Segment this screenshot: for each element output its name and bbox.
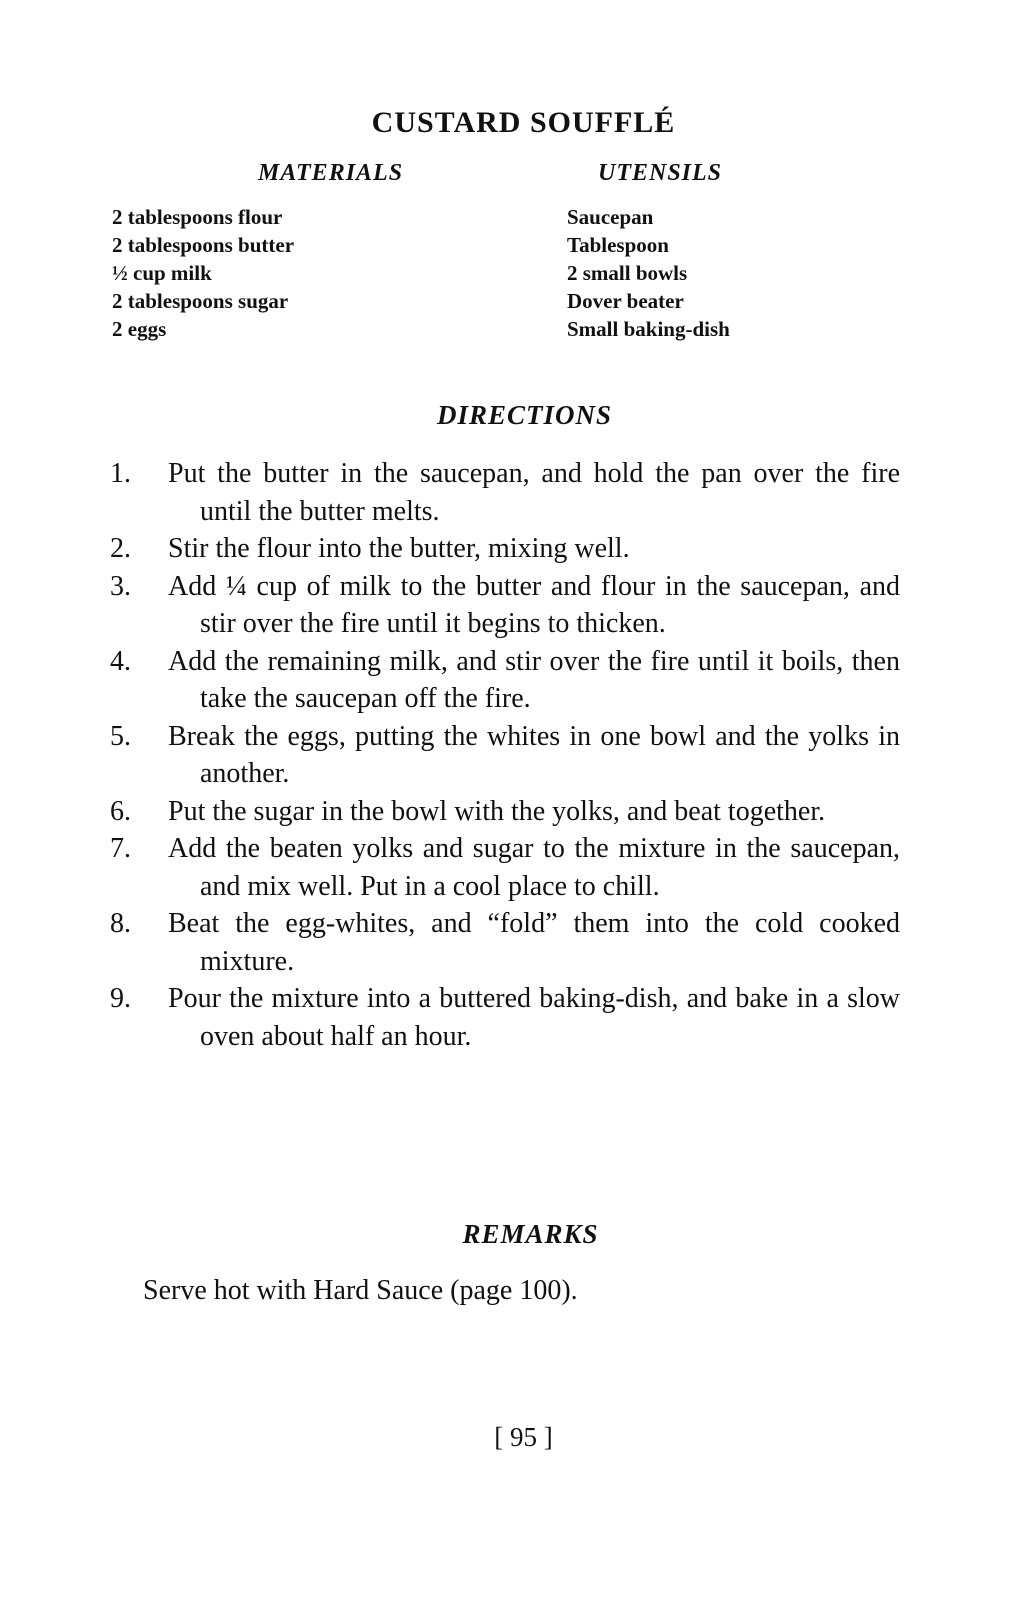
direction-step xyxy=(110,980,900,1055)
utensils-item: Dover beater xyxy=(567,289,684,313)
step-number: 9. xyxy=(110,983,131,1014)
step-text: Add the beaten yolks and sugar to the mixture in the saucepan, and mix well. Put in a cool place to chill. xyxy=(168,833,900,902)
utensils-list xyxy=(567,203,730,343)
step-text: Put the sugar in the bowl with the yolks, and beat together. xyxy=(168,795,826,827)
remarks-text: Serve hot with Hard Sauce (page 100). xyxy=(143,1275,578,1306)
step-number: 8. xyxy=(110,908,131,939)
step-text: Break the eggs, putting the whites in one bowl and the yolks in another. xyxy=(168,720,900,789)
utensils-item: Tablespoon xyxy=(567,233,669,257)
page-number: [ 95 ] xyxy=(494,1422,553,1452)
step-number: 7. xyxy=(110,833,131,864)
step-number: 4. xyxy=(110,645,131,677)
utensils-item: 2 small bowls xyxy=(567,261,688,285)
utensils-item: Saucepan xyxy=(567,205,654,229)
materials-heading: MATERIALS xyxy=(258,160,404,186)
materials-item: 2 eggs xyxy=(112,317,167,341)
direction-step xyxy=(110,455,900,530)
materials-item: 2 tablespoons flour xyxy=(112,205,283,229)
direction-step xyxy=(110,718,900,793)
direction-step xyxy=(110,530,900,568)
materials-item: ½ cup milk xyxy=(112,261,212,285)
step-number: 5. xyxy=(110,720,131,752)
step-text: Pour the mixture into a buttered baking-dish, and bake in a slow oven about half an hour. xyxy=(168,983,900,1052)
direction-step xyxy=(110,643,900,718)
direction-step xyxy=(110,568,900,643)
utensils-item: Small baking-dish xyxy=(567,317,730,341)
step-text: Stir the flour into the butter, mixing well. xyxy=(168,533,630,564)
step-number: 3. xyxy=(110,570,131,602)
utensils-heading: UTENSILS xyxy=(598,160,723,186)
step-number: 2. xyxy=(110,533,131,564)
materials-list xyxy=(112,203,294,343)
remarks-heading: REMARKS xyxy=(462,1219,599,1249)
step-text: Beat the egg-whites, and “fold” them into the cold cooked mixture. xyxy=(168,908,900,977)
direction-step xyxy=(110,793,900,831)
directions-list xyxy=(110,455,900,1055)
step-number: 6. xyxy=(110,795,131,827)
directions-heading: DIRECTIONS xyxy=(436,400,613,430)
step-text: Add ¼ cup of milk to the butter and flour in the saucepan, and stir over the fire until it begins to thicken. xyxy=(168,570,900,639)
materials-item: 2 tablespoons butter xyxy=(112,233,295,257)
step-text: Put the butter in the saucepan, and hold the pan over the fire until the butter melts. xyxy=(168,458,900,527)
direction-step xyxy=(110,830,900,905)
step-number: 1. xyxy=(110,458,131,489)
page-title: CUSTARD SOUFFLÉ xyxy=(371,106,676,139)
step-text: Add the remaining milk, and stir over the fire until it boils, then take the saucepan off the fire. xyxy=(168,645,900,714)
materials-item: 2 tablespoons sugar xyxy=(112,289,289,313)
direction-step xyxy=(110,905,900,980)
